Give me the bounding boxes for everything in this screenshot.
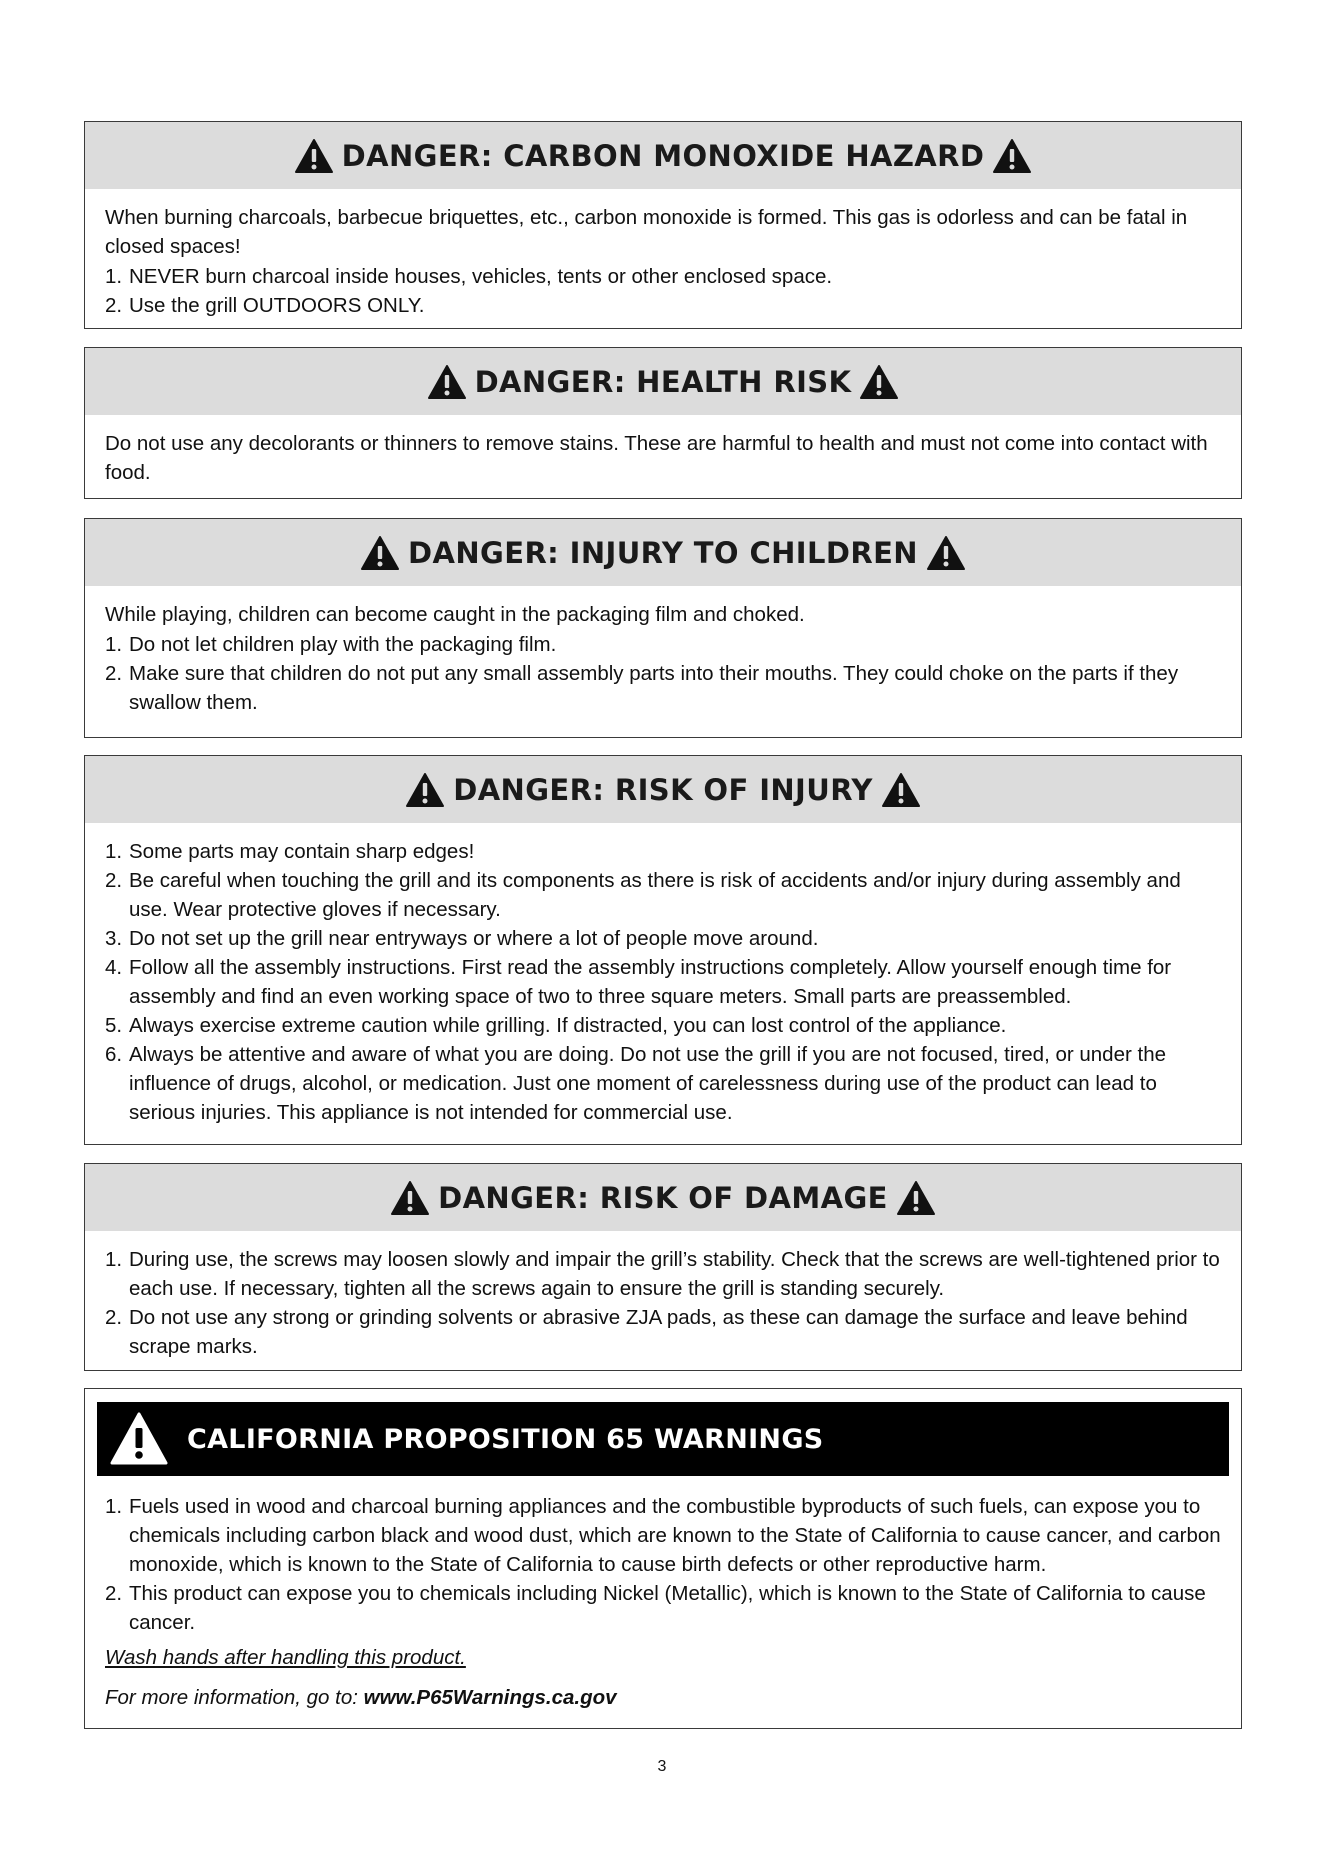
danger-header: [85, 1164, 1241, 1231]
list-item: 3. Do not set up the grill near entryways or where a lot of people move around.: [105, 927, 819, 950]
warning-triangle-icon: [926, 535, 966, 571]
list-item: 1. Do not let children play with the packaging film.: [105, 633, 557, 656]
danger-header: [85, 519, 1241, 586]
danger-title: DANGER: INJURY TO CHILDREN: [408, 535, 918, 570]
danger-title: DANGER: HEALTH RISK: [474, 364, 852, 399]
prop65-header: [97, 1402, 1229, 1476]
list-item: 6. Always be attentive and aware of what you are doing. Do not use the grill if you are not focused, tired, or under the influence of drugs, alcohol, or medication. Just one moment of carelessness during use of the product can lead to serious injuries. This appliance is not intended for commercial use.: [105, 1043, 1167, 1124]
wash-hands-notice: Wash hands after handling this product.: [105, 1646, 466, 1669]
warning-triangle-icon: [294, 138, 334, 174]
prop65-list: [105, 1492, 1223, 1637]
list-item: 5. Always exercise extreme caution while grilling. If distracted, you can lost control of the appliance.: [105, 1014, 1007, 1037]
list-item: 2. Do not use any strong or grinding solvents or abrasive ZJA pads, as these can damage the surface and leave behind scrape marks.: [105, 1306, 1188, 1358]
danger-header: [85, 756, 1241, 823]
list-item: 1. Some parts may contain sharp edges!: [105, 840, 475, 863]
list-item: 2. Be careful when touching the grill and its components as there is risk of accidents and/or injury during assembly and use. Wear protective gloves if necessary.: [105, 869, 1181, 921]
warning-triangle-icon: [405, 772, 445, 808]
danger-body: [85, 415, 1241, 498]
danger-box-carbon-monoxide: [84, 121, 1242, 329]
danger-body: [85, 189, 1241, 330]
warning-triangle-icon: [109, 1411, 169, 1467]
warning-triangle-icon: [859, 364, 899, 400]
danger-list: [105, 630, 1223, 717]
list-item: 1. Fuels used in wood and charcoal burning appliances and the combustible byproducts of such fuels, can expose you to chemicals including carbon black and wood dust, which are known to the State of California to cause cancer, and carbon monoxide, which is known to the State of California to cause birth defects or other reproductive harm.: [105, 1495, 1221, 1576]
danger-intro: While playing, children can become caught in the packaging film and choked.: [105, 603, 805, 626]
page-number: 3: [657, 1758, 667, 1775]
prop65-title: CALIFORNIA PROPOSITION 65 WARNINGS: [187, 1423, 824, 1455]
danger-list: [105, 837, 1223, 1127]
prop65-body: [85, 1476, 1241, 1726]
danger-box-injury-to-children: [84, 518, 1242, 738]
list-item: 2. Make sure that children do not put any small assembly parts into their mouths. They could choke on the parts if they swallow them.: [105, 662, 1179, 714]
danger-body: [85, 1231, 1241, 1371]
warning-triangle-icon: [390, 1180, 430, 1216]
warning-triangle-icon: [427, 364, 467, 400]
danger-body: [85, 823, 1241, 1137]
danger-box-health-risk: [84, 347, 1242, 499]
danger-intro: When burning charcoals, barbecue briquettes, etc., carbon monoxide is formed. This gas is odorless and can be fatal in closed spaces!: [105, 206, 1188, 258]
danger-list: [105, 1245, 1223, 1361]
list-item: 1. During use, the screws may loosen slowly and impair the grill’s stability. Check that the screws are well-tightened prior to each use. If necessary, tighten all the screws again to ensure the grill is standing securely.: [105, 1248, 1220, 1300]
danger-list: [105, 262, 1223, 320]
danger-header: [85, 122, 1241, 189]
p65-website-link[interactable]: www.P65Warnings.ca.gov: [363, 1686, 617, 1709]
list-item: 1. NEVER burn charcoal inside houses, vehicles, tents or other enclosed space.: [105, 265, 833, 288]
list-item: 2. Use the grill OUTDOORS ONLY.: [105, 294, 425, 317]
more-info-prefix: For more information, go to:: [105, 1686, 364, 1709]
warning-triangle-icon: [896, 1180, 936, 1216]
danger-box-risk-of-injury: [84, 755, 1242, 1145]
danger-body: [85, 586, 1241, 727]
danger-title: DANGER: RISK OF INJURY: [453, 772, 873, 807]
danger-box-risk-of-damage: [84, 1163, 1242, 1371]
danger-intro: Do not use any decolorants or thinners to remove stains. These are harmful to health and must not come into contact with food.: [105, 432, 1208, 484]
list-item: 4. Follow all the assembly instructions. First read the assembly instructions completely. Allow yourself enough time for assembly and find an even working space of two to three square meters. Small parts are preassembled.: [105, 956, 1172, 1008]
warning-triangle-icon: [360, 535, 400, 571]
list-item: 2. This product can expose you to chemicals including Nickel (Metallic), which is known to the State of California to cause cancer.: [105, 1582, 1206, 1634]
danger-title: DANGER: RISK OF DAMAGE: [438, 1180, 888, 1215]
danger-header: [85, 348, 1241, 415]
more-info-line: [105, 1683, 1223, 1712]
warning-triangle-icon: [992, 138, 1032, 174]
prop65-warning-box: [84, 1388, 1242, 1729]
warning-triangle-icon: [881, 772, 921, 808]
danger-title: DANGER: CARBON MONOXIDE HAZARD: [341, 138, 985, 173]
